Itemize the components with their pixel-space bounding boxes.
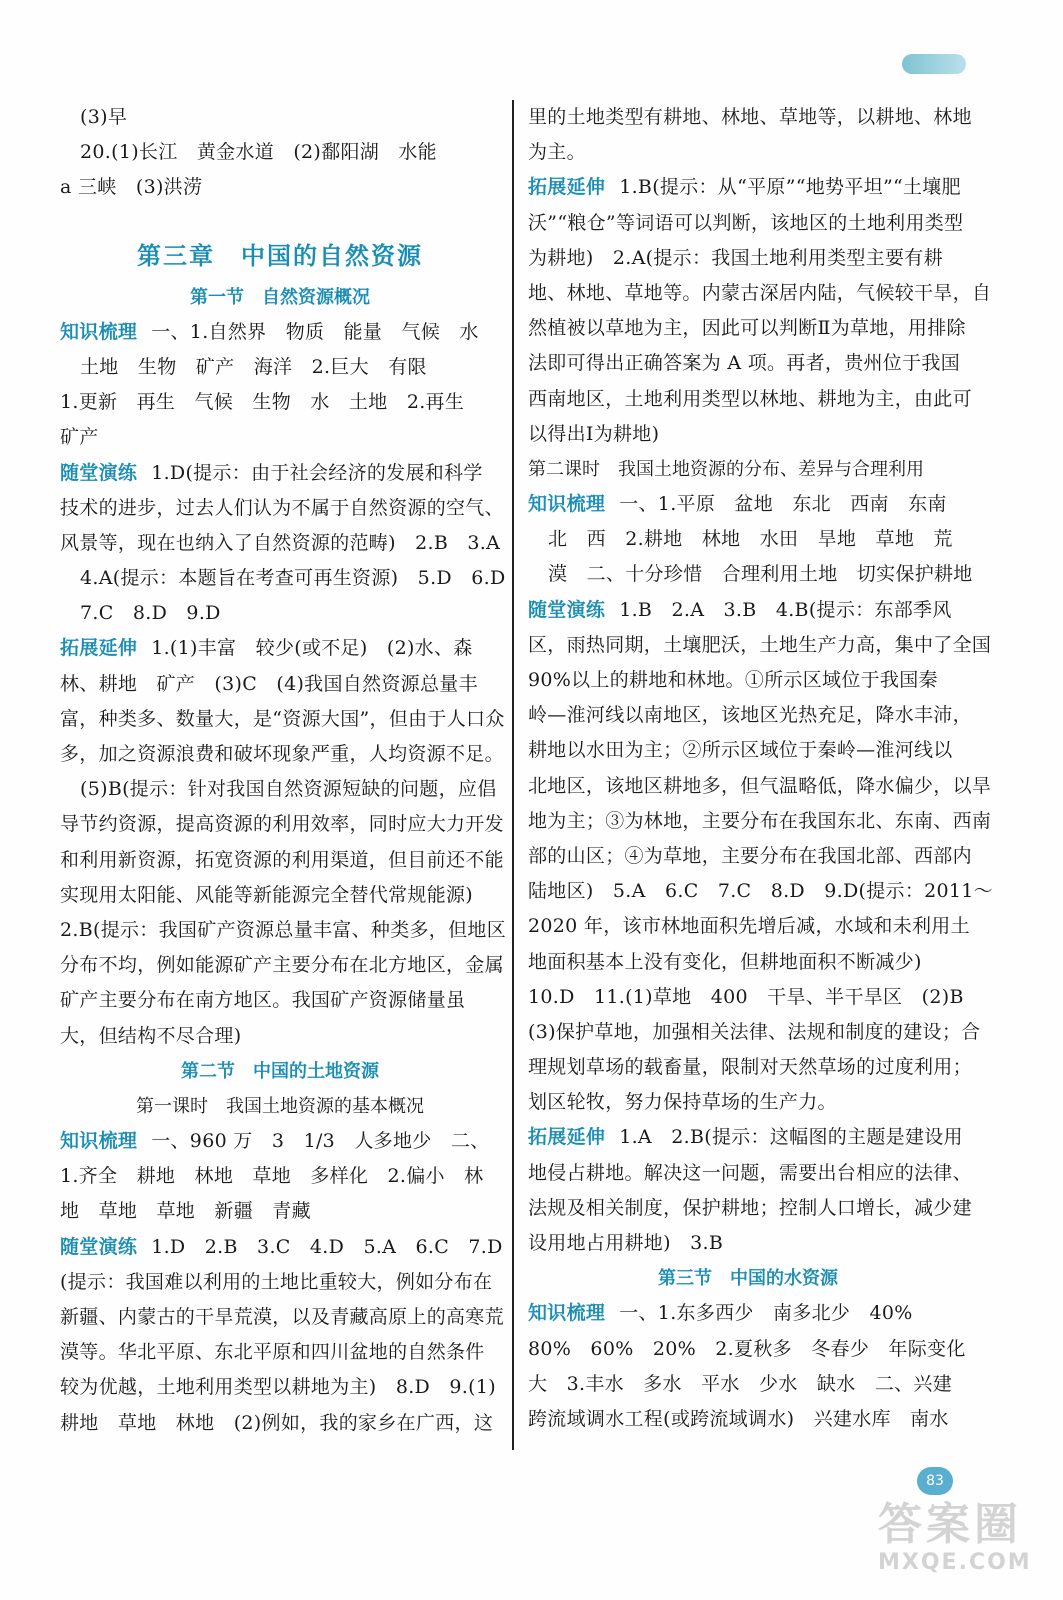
answer-line (60, 631, 500, 666)
answer-text: 80% 60% 20% 2.夏秋多 冬春少 年际变化 (528, 1337, 966, 1360)
answer-text: 里的土地类型有耕地、林地、草地等，以耕地、林地 (528, 106, 972, 128)
answer-line (528, 522, 968, 557)
answer-line (528, 909, 968, 944)
answer-text: 划区轮牧，努力保持草场的生产力。 (528, 1091, 837, 1114)
answer-line (528, 487, 968, 522)
answer-line (528, 557, 973, 592)
answer-text: 90%以上的耕地和林地。①所示区域位于我国秦 (528, 669, 938, 691)
answer-line (60, 1265, 500, 1300)
answer-text: 岭—淮河线以南地区，该地区光热充足，降水丰沛， (528, 704, 972, 727)
answer-line (528, 1296, 968, 1331)
answer-line (528, 1156, 972, 1191)
answer-line (60, 807, 504, 842)
answer-line (60, 456, 500, 491)
answer-text: 10.D 11.(1)草地 400 干旱、半干旱区 (2)B (528, 985, 964, 1008)
answer-line (528, 698, 972, 733)
answer-line (528, 241, 968, 276)
answer-line (60, 913, 507, 948)
section-label: 随堂演练 (60, 1235, 138, 1258)
answer-text: 沃”“粮仓”等词语可以判断，该地区的土地利用类型 (528, 211, 964, 234)
right-column (528, 100, 993, 1437)
section-label: 随堂演练 (528, 598, 606, 621)
answer-line (528, 311, 968, 346)
answer-line (60, 135, 500, 170)
answer-text: 地为主；③为林地，主要分布在我国东北、东南、西南 (528, 809, 992, 832)
answer-line (528, 628, 992, 663)
answer-text: 4.A(提示：本题旨在考查可再生资源) 5.D 6.D (80, 567, 506, 590)
answer-line (60, 1019, 500, 1054)
watermark-logo-text: 答案圈 (878, 1499, 1022, 1550)
answer-line (60, 1335, 500, 1370)
answer-line (528, 1015, 981, 1050)
answer-line (60, 737, 504, 772)
answer-text: 土地 生物 矿产 海洋 2.巨大 有限 (80, 355, 427, 378)
answer-text: 较为优越，土地利用类型以耕地为主) 8.D 9.(1) (60, 1376, 496, 1399)
answer-text: 富，种类多、数量大，是“资源大国”，但由于人口众 (60, 707, 505, 730)
answer-line (528, 382, 972, 417)
left-column (60, 100, 507, 1441)
answer-text: 耕地 草地 林地 (2)例如，我的家乡在广西，这 (60, 1411, 494, 1434)
answer-line (60, 948, 504, 983)
answer-text: 理规划草场的载畜量，限制对天然草场的过度利用； (528, 1056, 972, 1079)
answer-line (60, 350, 500, 385)
answer-text: 大，但结构不尽合理) (60, 1024, 242, 1047)
answer-line (60, 1194, 500, 1229)
section-label: 知识梳理 (528, 493, 606, 516)
answer-text: 一、1.自然界 物质 能量 气候 水 (151, 320, 479, 343)
answer-text: 大 3.丰水 多水 平水 少水 缺水 二、兴建 (528, 1372, 953, 1395)
answer-line (60, 100, 500, 135)
answer-line (528, 874, 993, 909)
answer-text: 一、960 万 3 1/3 人多地少 二、 (151, 1130, 490, 1153)
section-title: 第三节 中国的水资源 (658, 1268, 838, 1290)
answer-line (528, 346, 968, 381)
answer-line (60, 772, 500, 807)
answer-line (528, 1191, 972, 1226)
answer-text: 北地区，该地区耕地多，但气温略低，降水偏少，以旱 (528, 774, 992, 797)
answer-line (60, 170, 500, 205)
answer-text: (3)早 (80, 106, 128, 128)
answer-text: 导节约资源，提高资源的利用效率，同时应大力开发 (60, 813, 504, 836)
answer-text: 为耕地) 2.A(提示：我国土地利用类型主要有耕 (528, 246, 943, 269)
watermark-url: MXQE.COM (878, 1550, 1032, 1575)
column-divider (512, 100, 514, 1450)
answer-text: 地、林地、草地等。内蒙古深居内陆，气候较干旱，自 (528, 281, 992, 304)
answer-text: 1.D 2.B 3.C 4.D 5.A 6.C 7.D (151, 1235, 503, 1258)
answer-text: 一、1.平原 盆地 东北 西南 东南 (619, 493, 947, 516)
answer-text: 风景等，现在也纳入了自然资源的范畴) 2.B 3.A (60, 531, 501, 554)
answer-text: 2020 年，该市林地面积先增后减，水域和未利用土 (528, 915, 970, 938)
lesson-title: 第一课时 我国土地资源的基本概况 (136, 1095, 424, 1117)
answer-text: 地面积基本上没有变化，但耕地面积不断减少) (528, 950, 922, 973)
answer-line (60, 526, 500, 561)
answer-line (528, 769, 992, 804)
answer-text: 陆地区) 5.A 6.C 7.C 8.D 9.D(提示：2011～ (528, 880, 993, 903)
answer-line (60, 491, 504, 526)
answer-line (60, 1230, 503, 1265)
answer-line (528, 1120, 968, 1155)
answer-line (528, 804, 992, 839)
answer-text: 实现用太阳能、风能等新能源完全替代常规能源) (60, 883, 474, 906)
section-label: 知识梳理 (60, 320, 138, 343)
answer-line (528, 1367, 968, 1402)
answer-text: 20.(1)长江 黄金水道 (2)鄱阳湖 水能 (80, 141, 437, 164)
answer-text: 跨流域调水工程(或跨流域调水) 兴建水库 南水 (528, 1407, 949, 1430)
answer-line (60, 983, 500, 1018)
answer-text: 漠 二、十分珍惜 合理利用土地 切实保护耕地 (548, 563, 973, 586)
answer-text: 法即可得出正确答案为 A 项。再者，贵州位于我国 (528, 352, 961, 375)
answer-line (528, 839, 972, 874)
answer-text: 耕地以水田为主；②所示区域位于秦岭—淮河线以 (528, 739, 953, 762)
watermark (878, 1500, 1048, 1590)
answer-text: 1.齐全 耕地 林地 草地 多样化 2.偏小 林 (60, 1165, 484, 1188)
answer-text: 北 西 2.耕地 林地 水田 旱地 草地 荒 (548, 528, 953, 551)
answer-line (60, 596, 500, 631)
section-label: 拓展延伸 (60, 637, 138, 660)
answer-text: 2.B(提示：我国矿产资源总量丰富、种类多，但地区 (60, 918, 507, 941)
answer-line (60, 420, 500, 455)
answer-text: 新疆、内蒙古的干旱荒漠，以及青藏高原上的高寒荒 (60, 1306, 504, 1328)
answer-text: 地侵占耕地。解决这一问题，需要出台相应的法律、 (528, 1161, 972, 1184)
section-label: 知识梳理 (528, 1302, 606, 1325)
answer-line (528, 1085, 968, 1120)
answer-text: 分布不均，例如能源矿产主要分布在北方地区，金属 (60, 954, 504, 977)
answer-text: 漠等。华北平原、东北平原和四川盆地的自然条件 (60, 1341, 485, 1364)
answer-line (60, 1300, 504, 1335)
answer-text: 以得出Ⅰ为耕地) (528, 422, 660, 445)
answer-text: 然植被以草地为主，因此可以判断Ⅱ为草地，用排除 (528, 317, 966, 340)
section-title: 第二节 中国的土地资源 (181, 1060, 379, 1082)
answer-text: 地 草地 草地 新疆 青藏 (60, 1200, 311, 1223)
answer-line (528, 135, 968, 170)
spacer (60, 206, 500, 228)
answer-text: 西南地区，土地利用类型以林地、耕地为主，由此可 (528, 387, 972, 410)
answer-text: 矿产主要分布在南方地区。我国矿产资源储量虽 (60, 989, 466, 1012)
answer-line (60, 385, 500, 420)
answer-line (60, 878, 500, 913)
section-label: 拓展延伸 (528, 1126, 606, 1149)
answer-text: 为主。 (528, 141, 586, 164)
answer-text: 7.C 8.D 9.D (80, 602, 221, 625)
page-number: 83 (917, 1467, 953, 1495)
answer-text: 一、1.东多西少 南多北少 40% (619, 1302, 913, 1325)
answer-line (528, 1226, 968, 1261)
answer-line (528, 733, 968, 768)
answer-line (528, 170, 968, 205)
section-label: 拓展延伸 (528, 176, 606, 199)
chapter-title: 第三章 中国的自然资源 (137, 240, 423, 270)
answer-text: 林、耕地 矿产 (3)C (4)我国自然资源总量丰 (60, 672, 478, 695)
answer-text: 1.A 2.B(提示：这幅图的主题是建设用 (619, 1126, 963, 1149)
answer-line (60, 1370, 500, 1405)
answer-text: 矿产 (60, 426, 99, 449)
answer-line (60, 561, 506, 596)
answer-line (528, 1050, 972, 1085)
answer-text: 1.更新 再生 气候 生物 水 土地 2.再生 (60, 391, 465, 414)
answer-line (528, 663, 968, 698)
answer-text: 和利用新资源，拓宽资源的利用渠道，但目前还不能 (60, 848, 504, 871)
answer-text: (5)B(提示：针对我国自然资源短缺的问题，应倡 (80, 778, 497, 801)
answer-line (60, 1159, 500, 1194)
answer-text: 1.(1)丰富 较少(或不足) (2)水、森 (151, 637, 473, 660)
lesson-title: 第二课时 我国土地资源的分布、差异与合理利用 (528, 458, 924, 480)
answer-text: 1.D(提示：由于社会经济的发展和科学 (151, 461, 483, 484)
answer-text: 1.B(提示：从“平原”“地势平坦”“土壤肥 (619, 176, 961, 199)
header-decoration (902, 54, 966, 74)
answer-line (60, 843, 504, 878)
answer-text: 设用地占用耕地) 3.B (528, 1232, 724, 1254)
answer-text: 区，雨热同期，土壤肥沃，土地生产力高，集中了全国 (528, 633, 992, 656)
answer-text: 1.B 2.A 3.B 4.B(提示：东部季风 (619, 598, 952, 621)
answer-line (528, 980, 968, 1015)
answer-line (528, 206, 968, 241)
answer-line (528, 945, 968, 980)
answer-line (528, 1332, 968, 1367)
answer-line (60, 667, 500, 702)
answer-line (60, 1406, 500, 1441)
answer-text: (3)保护草地，加强相关法律、法规和制度的建设；合 (528, 1020, 981, 1043)
section-label: 随堂演练 (60, 461, 138, 484)
answer-text: (提示：我国难以利用的土地比重较大，例如分布在 (60, 1270, 493, 1293)
answer-text: 法规及相关制度，保护耕地；控制人口增长，减少建 (528, 1196, 972, 1219)
answer-line (528, 593, 968, 628)
answer-line (60, 315, 500, 350)
answer-line (528, 1402, 968, 1437)
answer-text: 部的山区；④为草地，主要分布在我国北部、西部内 (528, 844, 972, 867)
answer-line (60, 1124, 500, 1159)
answer-line (528, 276, 992, 311)
answer-text: 多，加之资源浪费和破坏现象严重，人均资源不足。 (60, 743, 504, 765)
section-title: 第一节 自然资源概况 (190, 286, 370, 308)
section-label: 知识梳理 (60, 1130, 138, 1153)
answer-line (528, 417, 968, 452)
answer-line (60, 702, 505, 737)
answer-text: 技术的进步，过去人们认为不属于自然资源的空气、 (60, 496, 504, 519)
answer-line (528, 100, 972, 135)
answer-text: a 三峡 (3)洪涝 (60, 176, 203, 199)
